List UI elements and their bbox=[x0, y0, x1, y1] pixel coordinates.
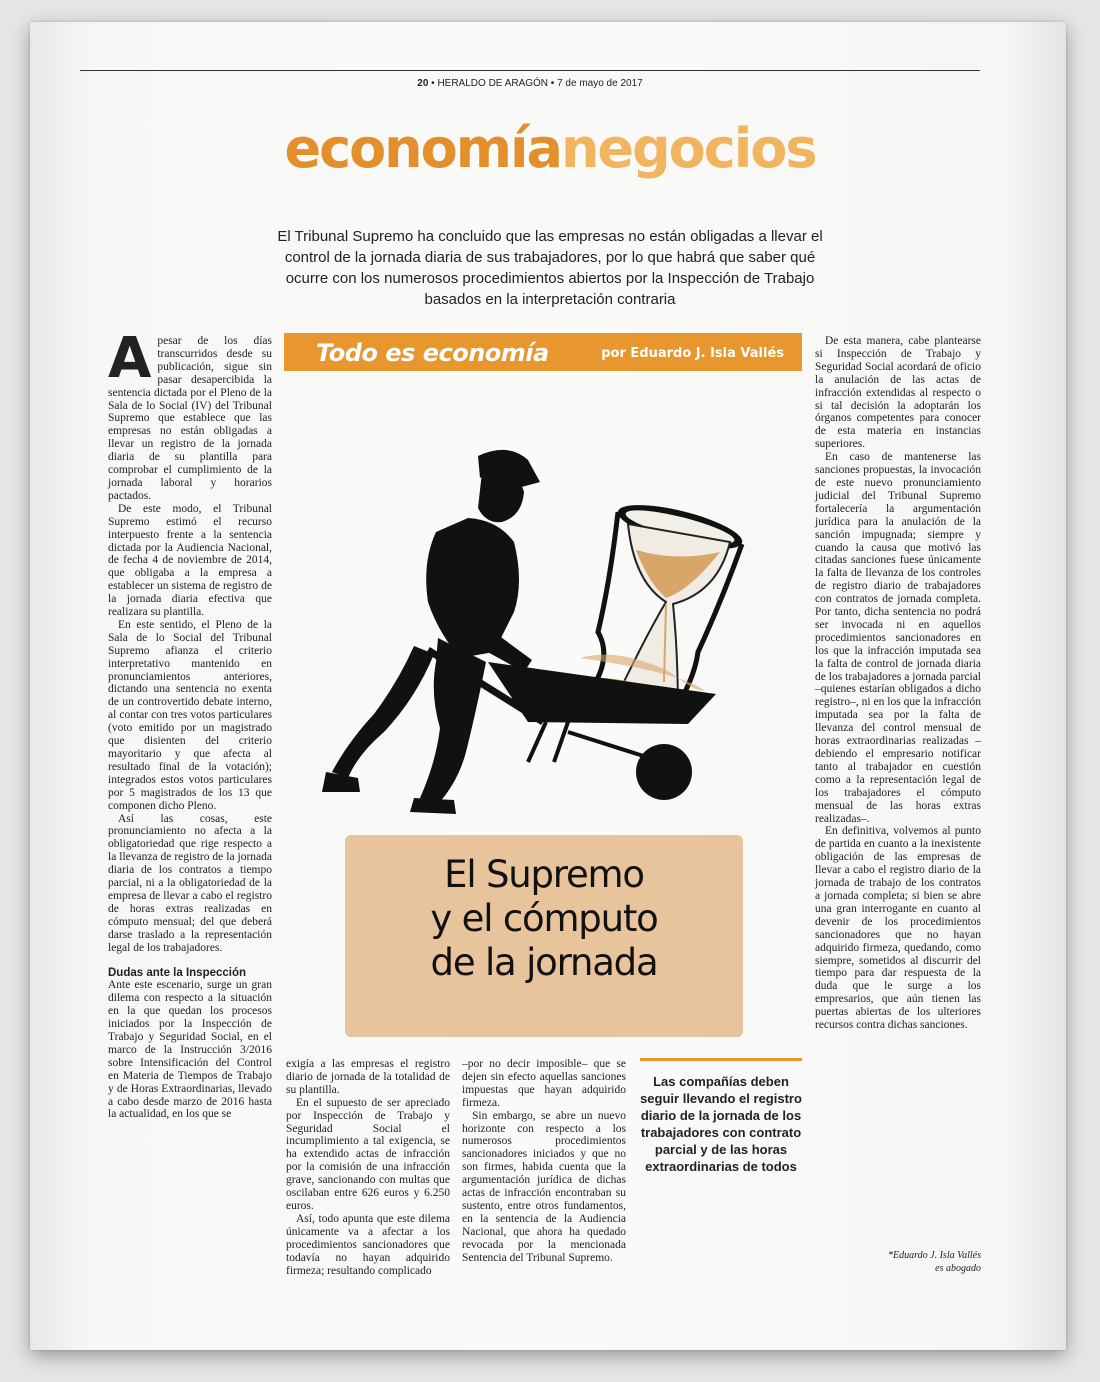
paragraph: Así, todo apunta que este dilema únicamente va a afectar a los procedimientos sancionadores que todavía no hayan adquirido firmeza; resultando complicado bbox=[286, 1212, 450, 1277]
paragraph: pesar de los días transcurridos desde su publicación, sigue sin pasar desapercibida la sentencia dictada por el Pleno de la Sala de lo Social (IV) del Tribunal Supremo que establece que las empresas no están obligadas a llevar un registro de la jornada diaria de su plantilla para comprobar el cumplimiento de la jornada laboral y horarios pactados. bbox=[108, 335, 272, 502]
section-title bbox=[0, 117, 1100, 180]
article-column-2 bbox=[286, 1058, 450, 1277]
pullquote-rule bbox=[640, 1058, 802, 1061]
page-header bbox=[80, 78, 980, 89]
byline: por Eduardo J. Isla Vallés bbox=[601, 346, 784, 361]
drop-cap: A bbox=[108, 326, 152, 391]
column-title: Todo es economía bbox=[316, 339, 549, 367]
paragraph: En este sentido, el Pleno de la Sala de lo Social del Tribunal Supremo afianza el criterio interpretativo mantenido en pronunciamientos anteriores, dictando una sentencia no exenta de un controvertido debate interno, al contar con tres votos particulares (voto emitido por un magistrado que disienten del criterio mayoritario y que afecta al resultado final de la votación); integrados estos votos particulares por 5 magistrados de los 13 que componen dicho Pleno. bbox=[108, 618, 272, 812]
paragraph: Así las cosas, este pronunciamiento no afecta a la obligatoriedad que rige respecto a la llevanza de registro de la jornada diaria de los contratos a tiempo parcial, ni a la obligatoriedad de la empresa de llevar a cabo el registro de horas extras realizadas en cómputo mensual; del que deberá darse traslado a la representación legal de los trabajadores. bbox=[108, 812, 272, 954]
paragraph: En definitiva, volvemos al punto de partida en cuanto a la inexistente obligación de las empresas de llevar a cabo el registro diario de la jornada de trabajo de los contratos a jornada completa; si bien se abre una gran interrogante en cuanto al devenir de los procedimientos sancionadores que no hayan adquirido firmeza, quedando, como siempre, sometidos al discurrir del tiempo para dar respuesta de la duda que le surge a los empresarios, que aún tienen las puertas abiertas de los ulteriores recursos contra dichas sanciones. bbox=[815, 825, 981, 1032]
pullquote: Las compañías deben seguir llevando el registro diario de la jornada de los trabajadores con contrato parcial y de las horas extraordinarias de todos bbox=[640, 1074, 802, 1174]
worker-wheelbarrow-hourglass-illustration bbox=[318, 432, 750, 832]
worker-silhouette-icon bbox=[322, 450, 540, 814]
paragraph: Ante este escenario, surge un gran dilema con respecto a la situación en la que quedan los procesos iniciados por la Inspección de Trabajo y Seguridad Social, en el marco de la Instrucción 3/2016 sobre Intensificación del Control en Materia de Tiempos de Trabajo y de Horas Extraordinarias, llevado a cabo desde marzo de 2016 hasta la actualidad, en los que se bbox=[108, 979, 272, 1121]
paragraph: –por no decir imposible– que se dejen sin efecto aquellas sanciones impuestas que hayan adquirido firmeza. bbox=[462, 1058, 626, 1109]
article-column-1 bbox=[108, 326, 272, 1121]
paragraph: De este modo, el Tribunal Supremo estimó el recurso interpuesto frente a la sentencia dictada por la Audiencia Nacional, de fecha 4 de noviembre de 2014, que obligaba a la empresa a establecer un sistema de registro de la jornada diaria efectiva que realizara su plantilla. bbox=[108, 502, 272, 619]
column-banner bbox=[284, 333, 802, 371]
article-deck: El Tribunal Supremo ha concluido que las empresas no están obligadas a llevar el control de la jornada diaria de sus trabajadores, por lo que habrá que saber qué ocurre con los numerosos procedimientos abiertos por la Inspección de Trabajo basados en la interpretación contraria bbox=[277, 228, 823, 308]
paragraph: De esta manera, cabe plantearse si Inspección de Trabajo y Seguridad Social acordará de oficio la anulación de las actas de infracción extendidas al respecto o si tal decisión la adoptarán los órganos competentes para conocer de esta materia en instancias superiores. bbox=[815, 335, 981, 451]
article-column-3 bbox=[462, 1058, 626, 1265]
headline-box bbox=[345, 835, 743, 1037]
paragraph: exigía a las empresas el registro diario de jornada de la totalidad de su plantilla. bbox=[286, 1058, 450, 1096]
headline: El Supremo y el cómputo de la jornada bbox=[430, 853, 658, 984]
paragraph: En caso de mantenerse las sanciones propuestas, la invocación de este nuevo pronunciamiento judicial del Tribunal Supremo fortalecería la argumentación jurídica para la anulación de la sanción impugnada; siempre y cuando la causa que motivó las citadas sanciones fuese únicamente la falta de llevanza de los controles de registro diario de trabajadores con contratos de jornada completa. Por tanto, dicha sentencia no podrá ser invocada ni en aquellos procedimientos sancionadores en los que la infracción imputada sea la falta de control de jornada diaria de los trabajadores a jornada parcial –quienes estarían obligados a dicho registro–, ni en los que la infracción imputada sea por la falta de llevanza del control mensual de horas extraordinarias realizadas –debiendo el empresario notificar tanto al trabajador en cuestión como a la representación legal de los trabajadores el cómputo mensual de las horas extras realizadas–. bbox=[815, 451, 981, 825]
section-title-part2: negocios bbox=[560, 117, 816, 180]
subheading: Dudas ante la Inspección bbox=[108, 966, 247, 979]
author-credit: *Eduardo J. Isla Vallés es abogado bbox=[888, 1250, 981, 1274]
paragraph: Sin embargo, se abre un nuevo horizonte con respecto a los numerosos procedimientos sancionadores iniciados y que no son firmes, habida cuenta que la argumentación jurídica de dichas actas de infracción encontraban su sustento, entre otros fundamentos, en la sentencia de la Audiencia Nacional, que ahora ha quedado revocada por la mencionada Sentencia del Tribunal Supremo. bbox=[462, 1109, 626, 1264]
header-info: • HERALDO DE ARAGÓN • 7 de mayo de 2017 bbox=[428, 78, 643, 89]
paragraph: En el supuesto de ser apreciado por Inspección de Trabajo y Seguridad Social el incumplimiento a tal exigencia, se ha extendido actas de infracción por la comisión de una infracción grave, sancionando con multas que oscilaban entre 626 euros y 6.250 euros. bbox=[286, 1096, 450, 1212]
section-title-part1: economía bbox=[284, 117, 561, 180]
page-number: 20 bbox=[417, 78, 429, 89]
article-column-4 bbox=[815, 335, 981, 1032]
header-rule bbox=[80, 70, 980, 71]
